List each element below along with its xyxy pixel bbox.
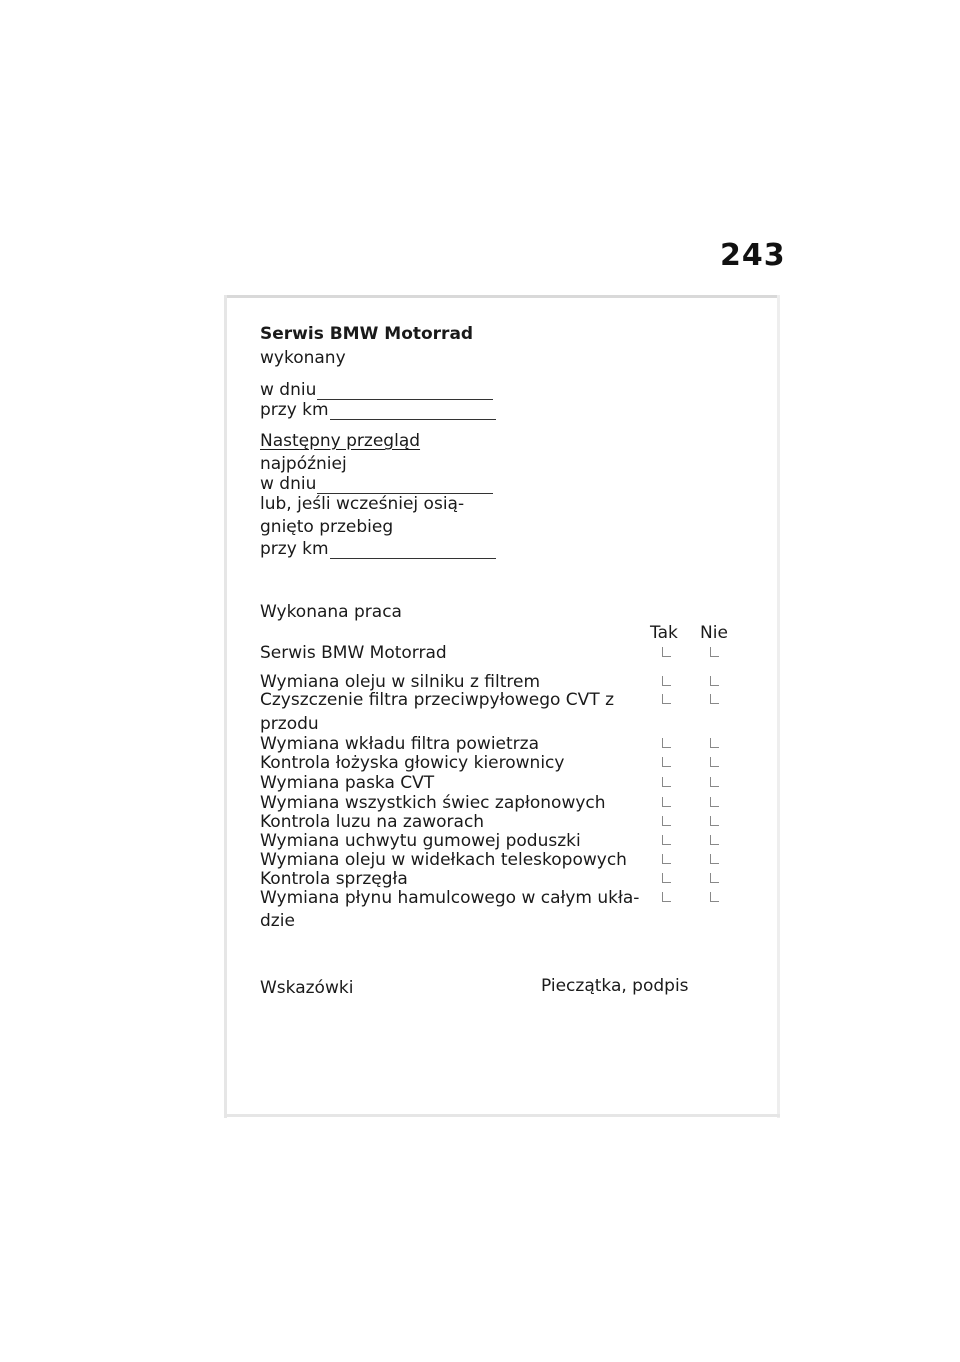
frame-bottom-rule — [224, 1114, 780, 1117]
page-number: 243 — [720, 238, 786, 273]
frame-top-rule — [224, 295, 780, 298]
work-item-label: Kontrola luzu na zaworach — [260, 812, 485, 832]
next-km-line[interactable] — [330, 544, 496, 559]
work-item-label: Wymiana oleju w silniku z filtrem — [260, 672, 541, 692]
checkbox-no[interactable] — [710, 854, 719, 864]
checkbox-yes[interactable] — [662, 738, 671, 748]
latest-label: najpóźniej — [260, 454, 347, 474]
work-item-row — [260, 672, 730, 692]
work-item-label: Wymiana płynu hamulcowego w całym ukła- — [260, 888, 640, 908]
performed-label: wykonany — [260, 348, 346, 368]
next-date-label: w dniu — [260, 474, 317, 494]
checkbox-yes[interactable] — [662, 647, 671, 657]
checkbox-no[interactable] — [710, 647, 719, 657]
checkbox-no[interactable] — [710, 694, 719, 704]
checkbox-yes[interactable] — [662, 777, 671, 787]
checkbox-yes[interactable] — [662, 676, 671, 686]
work-item-label-cont: dzie — [260, 911, 295, 931]
next-date-line[interactable] — [317, 479, 493, 494]
work-item-row — [260, 831, 730, 851]
stamp-label: Pieczątka, podpis — [541, 976, 689, 996]
checkbox-no[interactable] — [710, 797, 719, 807]
date-line[interactable] — [317, 385, 493, 400]
work-item-label: Czyszczenie filtra przeciwpyłowego CVT z — [260, 690, 615, 710]
date-field[interactable] — [260, 380, 493, 400]
work-item-row — [260, 812, 730, 832]
checkbox-no[interactable] — [710, 676, 719, 686]
column-no: Nie — [700, 623, 728, 643]
next-km-field[interactable] — [260, 539, 496, 559]
work-item-label: Kontrola łożyska głowicy kierownicy — [260, 753, 565, 773]
km-line[interactable] — [330, 405, 496, 420]
checkbox-no[interactable] — [710, 777, 719, 787]
work-item-label: Wymiana wszystkich świec zapłonowych — [260, 793, 606, 813]
work-item-row — [260, 773, 730, 793]
notes-label: Wskazówki — [260, 978, 354, 998]
checkbox-yes[interactable] — [662, 873, 671, 883]
work-item-row — [260, 850, 730, 870]
or-if-earlier-line1: lub, jeśli wcześniej osią- — [260, 494, 465, 514]
checkbox-yes[interactable] — [662, 854, 671, 864]
work-item-row — [260, 690, 730, 710]
work-item-row — [260, 753, 730, 773]
work-item-label: Kontrola sprzęgła — [260, 869, 408, 889]
checkbox-yes[interactable] — [662, 892, 671, 902]
checkbox-no[interactable] — [710, 757, 719, 767]
checkbox-no[interactable] — [710, 816, 719, 826]
date-label: w dniu — [260, 380, 317, 400]
work-item-label: Wymiana oleju w widełkach teleskopowych — [260, 850, 627, 870]
checkbox-no[interactable] — [710, 738, 719, 748]
checkbox-yes[interactable] — [662, 797, 671, 807]
checkbox-yes[interactable] — [662, 816, 671, 826]
checkbox-no[interactable] — [710, 892, 719, 902]
km-label: przy km — [260, 400, 329, 420]
next-date-field[interactable] — [260, 474, 493, 494]
or-if-earlier-line2: gnięto przebieg — [260, 517, 394, 537]
work-item-row — [260, 714, 730, 734]
next-km-label: przy km — [260, 539, 329, 559]
service-title: Serwis BMW Motorrad — [260, 324, 474, 344]
km-field[interactable] — [260, 400, 496, 420]
work-item-row — [260, 734, 730, 754]
frame-right-rule — [777, 295, 780, 1118]
work-item-row — [260, 869, 730, 889]
next-inspection-heading: Następny przegląd — [260, 431, 421, 451]
work-item-row — [260, 888, 730, 908]
frame-left-rule — [224, 295, 227, 1118]
work-item-row — [260, 911, 730, 931]
work-item-label: Wymiana wkładu filtra powietrza — [260, 734, 540, 754]
service-row — [260, 643, 730, 663]
checkbox-yes[interactable] — [662, 835, 671, 845]
service-row-label: Serwis BMW Motorrad — [260, 643, 447, 663]
checkbox-no[interactable] — [710, 835, 719, 845]
work-item-row — [260, 793, 730, 813]
work-item-label: Wymiana paska CVT — [260, 773, 435, 793]
column-yes: Tak — [650, 623, 678, 643]
work-item-label: Wymiana uchwytu gumowej poduszki — [260, 831, 581, 851]
work-heading: Wykonana praca — [260, 602, 402, 622]
checkbox-yes[interactable] — [662, 694, 671, 704]
checkbox-no[interactable] — [710, 873, 719, 883]
work-item-label-cont: przodu — [260, 714, 319, 734]
checkbox-yes[interactable] — [662, 757, 671, 767]
